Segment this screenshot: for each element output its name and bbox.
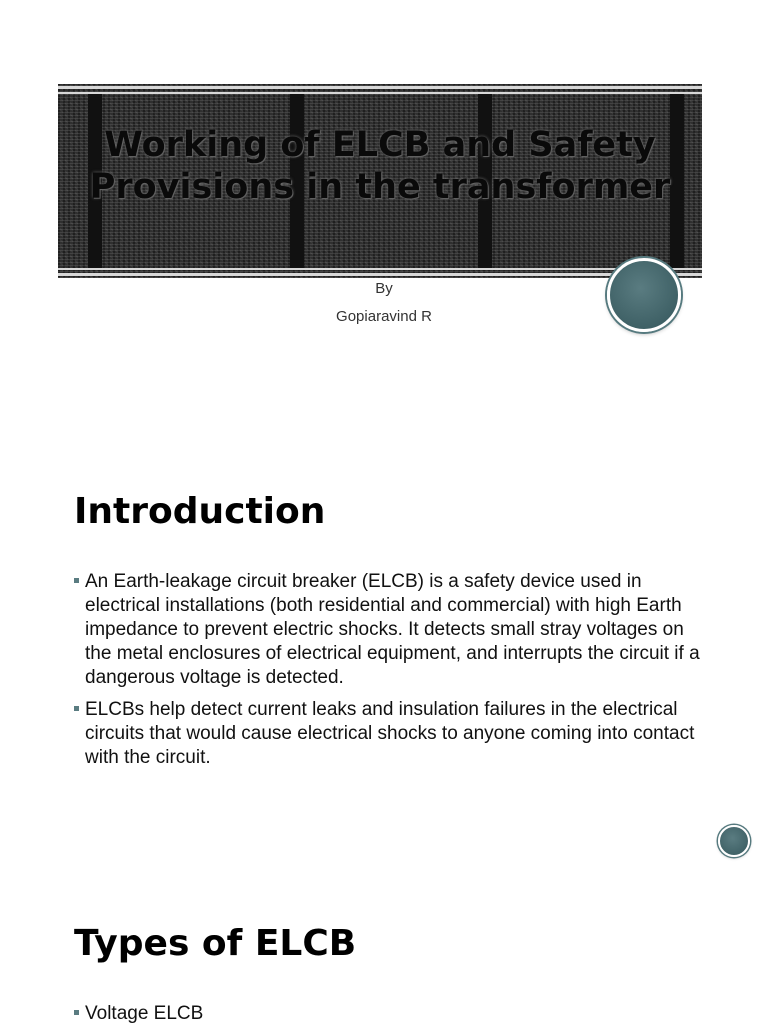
list-item (74, 570, 704, 690)
title-banner (58, 84, 702, 278)
decorative-circle-icon (718, 825, 750, 857)
banner-border-top-inner (58, 92, 702, 94)
square-bullet-icon (74, 1010, 79, 1015)
slide-heading: Introduction (74, 491, 326, 532)
square-bullet-icon (74, 706, 79, 711)
banner-border-bottom-inner (58, 268, 702, 270)
bullet-list (74, 1002, 704, 1024)
square-bullet-icon (74, 578, 79, 583)
introduction-slide (0, 420, 768, 880)
bullet-list (74, 570, 704, 778)
byline-label: By (375, 280, 393, 297)
banner-border-bottom (58, 273, 702, 276)
bullet-text: Voltage ELCB (85, 1003, 204, 1024)
title-slide (0, 0, 768, 420)
slide-heading: Types of ELCB (74, 923, 357, 964)
list-item (74, 1002, 704, 1024)
list-item (74, 698, 704, 770)
slide-title: Working of ELCB and Safety Provisions in the transformer (89, 125, 671, 207)
bullet-text: An Earth-leakage circuit breaker (ELCB) is a safety device used in electrical installations (both residential and commercial) with high Earth impedance to prevent electric shocks. It detects small stray voltages on the metal enclosures of electrical equipment, and interrupts the circuit if a dangerous voltage is detected. (85, 571, 700, 688)
bullet-text: ELCBs help detect current leaks and insulation failures in the electrical circuits that would cause electrical shocks to anyone coming into contact with the circuit. (85, 699, 695, 768)
types-slide (0, 880, 768, 1024)
banner-border-top (58, 86, 702, 89)
author-name: Gopiaravind R (336, 308, 432, 325)
